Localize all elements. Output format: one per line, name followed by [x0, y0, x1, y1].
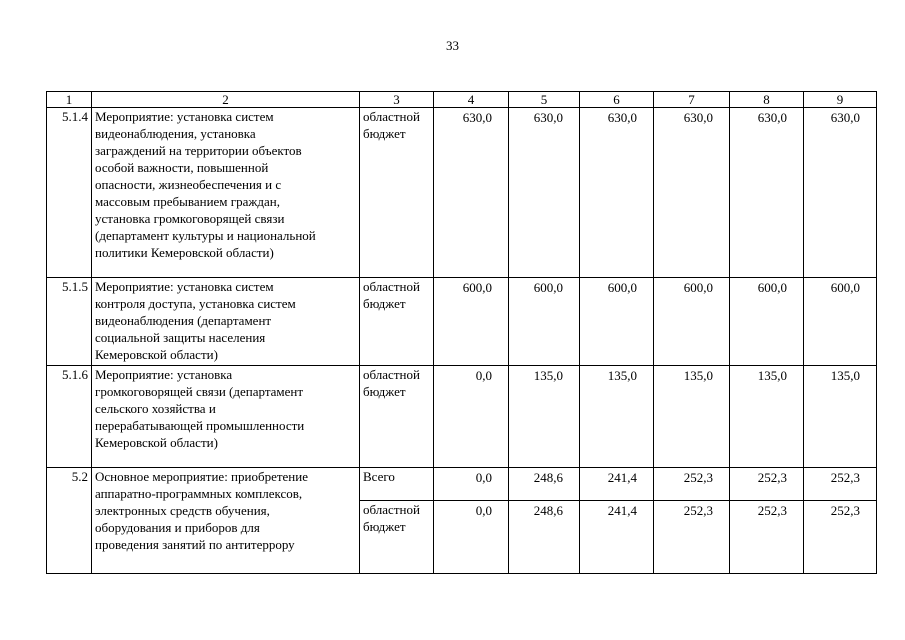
row-value: 600,0: [509, 278, 580, 366]
row-value: 630,0: [654, 108, 730, 278]
header-cell: 7: [654, 92, 730, 108]
row-source: областной бюджет: [360, 278, 434, 366]
row-name: Мероприятие: установка систем контроля доступа, установка систем видеонаблюдения (департамент социальной защиты населения Кемеровской области): [92, 278, 360, 366]
row-value: 600,0: [730, 278, 804, 366]
row-name: Мероприятие: установка систем видеонаблюдения, установка заграждений на территории объектов особой важности, повышенной опасности, жизнеобеспечения и с массовым пребыванием граждан, установка громкоговорящей связи (департамент культуры и национальной политики Кемеровской области): [92, 108, 360, 278]
row-source: областной бюджет: [360, 501, 434, 574]
row-value: 241,4: [580, 501, 654, 574]
header-cell: 2: [92, 92, 360, 108]
budget-table: [46, 91, 877, 574]
row-name: Мероприятие: установка громкоговорящей связи (департамент сельского хозяйства и перерабатывающей промышленности Кемеровской области): [92, 366, 360, 468]
row-value: 252,3: [654, 501, 730, 574]
row-value: 0,0: [434, 366, 509, 468]
header-cell: 6: [580, 92, 654, 108]
header-cell: 5: [509, 92, 580, 108]
row-source: областной бюджет: [360, 108, 434, 278]
header-cell: 1: [47, 92, 92, 108]
row-value: 135,0: [730, 366, 804, 468]
row-value: 252,3: [804, 468, 877, 501]
row-value: 248,6: [509, 468, 580, 501]
table-row: [47, 468, 877, 501]
row-code: 5.1.4: [47, 108, 92, 278]
row-code: 5.1.6: [47, 366, 92, 468]
row-value: 252,3: [654, 468, 730, 501]
table-row: [47, 366, 877, 468]
row-value: 630,0: [434, 108, 509, 278]
row-value: 135,0: [804, 366, 877, 468]
row-value: 600,0: [804, 278, 877, 366]
row-source: областной бюджет: [360, 366, 434, 468]
row-code: 5.1.5: [47, 278, 92, 366]
header-cell: 3: [360, 92, 434, 108]
row-value: 600,0: [654, 278, 730, 366]
row-name: Основное мероприятие: приобретение аппаратно-программных комплексов, электронных средств обучения, оборудования и приборов для проведения занятий по антитеррору: [92, 468, 360, 574]
page-number: 33: [446, 38, 459, 53]
header-cell: 9: [804, 92, 877, 108]
table-row: [47, 108, 877, 278]
row-value: 241,4: [580, 468, 654, 501]
row-value: 252,3: [804, 501, 877, 574]
row-value: 630,0: [509, 108, 580, 278]
row-value: 600,0: [580, 278, 654, 366]
header-cell: 4: [434, 92, 509, 108]
row-value: 630,0: [804, 108, 877, 278]
row-value: 135,0: [509, 366, 580, 468]
header-row: [47, 92, 877, 108]
row-value: 252,3: [730, 468, 804, 501]
row-value: 135,0: [654, 366, 730, 468]
row-value: 600,0: [434, 278, 509, 366]
row-code: 5.2: [47, 468, 92, 574]
row-source: Всего: [360, 468, 434, 501]
row-value: 0,0: [434, 501, 509, 574]
row-value: 135,0: [580, 366, 654, 468]
row-value: 630,0: [580, 108, 654, 278]
row-value: 0,0: [434, 468, 509, 501]
row-value: 630,0: [730, 108, 804, 278]
row-value: 252,3: [730, 501, 804, 574]
table-row: [47, 278, 877, 366]
row-value: 248,6: [509, 501, 580, 574]
header-cell: 8: [730, 92, 804, 108]
